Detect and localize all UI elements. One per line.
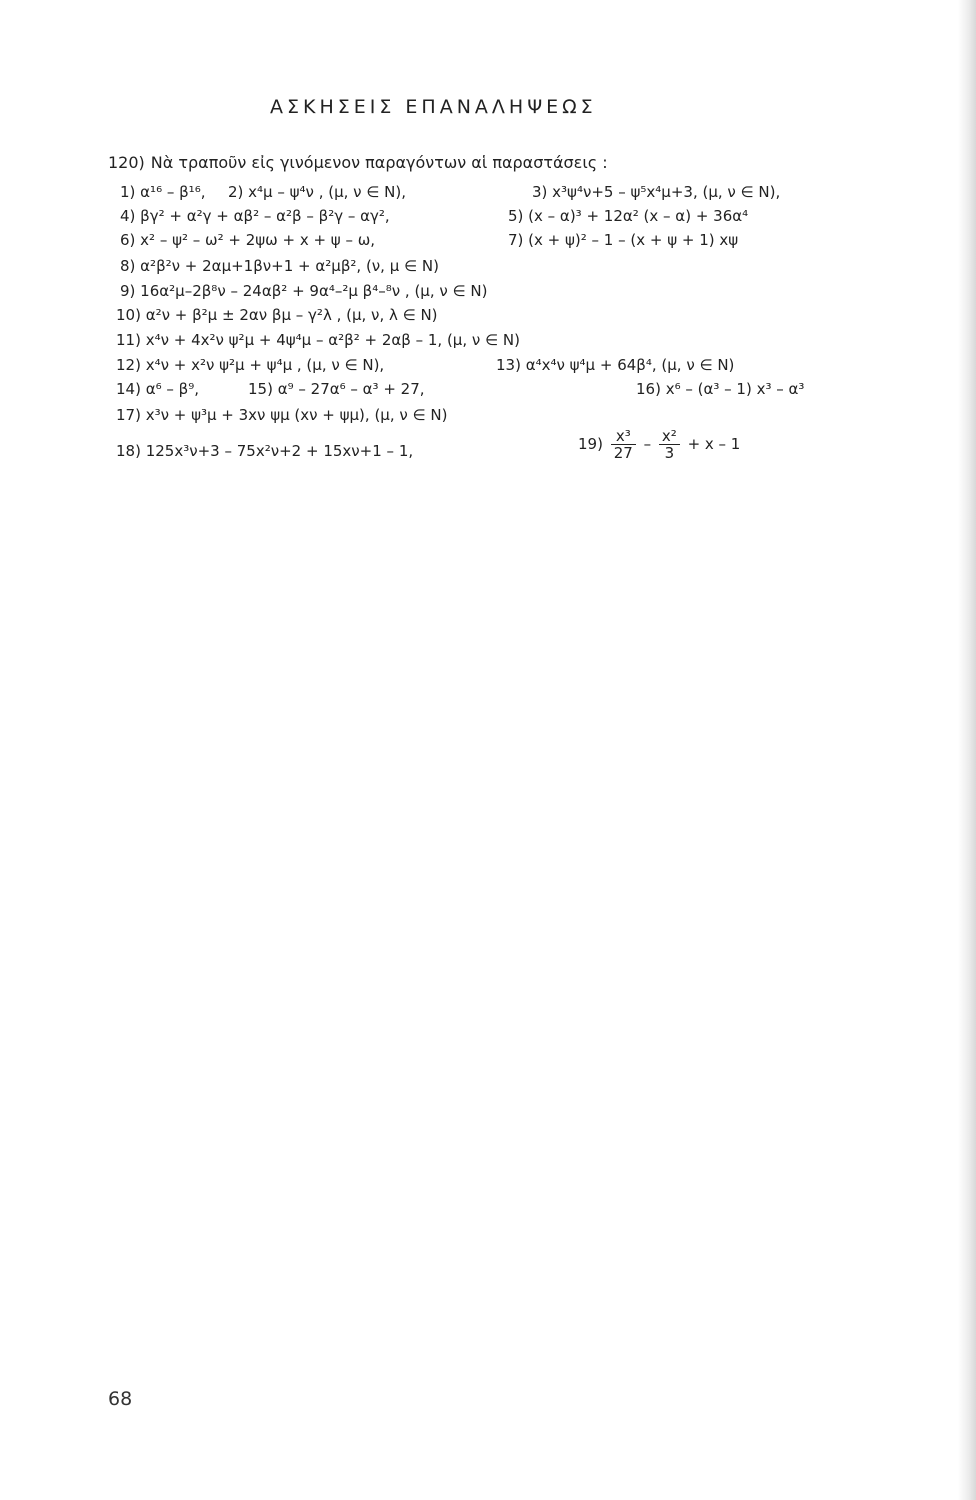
exercise-2: 2) x⁴μ – ψ⁴ν , (μ, ν ∈ N), [228,183,406,201]
exercise-15: 15) α⁹ – 27α⁶ – α³ + 27, [248,380,425,398]
exercise-3: 3) x³ψ⁴ν+5 – ψ⁵x⁴μ+3, (μ, ν ∈ N), [532,183,781,201]
fraction-1 [611,428,636,461]
exercise-5: 5) (x – α)³ + 12α² (x – α) + 36α⁴ [508,207,749,225]
exercise-6: 6) x² – ψ² – ω² + 2ψω + x + ψ – ω, [120,231,376,249]
exercise-intro [108,153,608,172]
exercise-4: 4) βγ² + α²γ + αβ² – α²β – β²γ – αγ², [120,207,390,225]
exercise-8: 8) α²β²ν + 2αμ+1βν+1 + α²μβ², (ν, μ ∈ N) [120,257,439,275]
exercise-1: 1) α¹⁶ – β¹⁶, [120,183,206,201]
exercise-7: 7) (x + ψ)² – 1 – (x + ψ + 1) xψ [508,231,739,249]
exercise-10: 10) α²ν + β²μ ± 2αν βμ – γ²λ , (μ, ν, λ ∈ N) [116,306,438,324]
page-number: 68 [108,1388,133,1410]
exercise-19-tail: + x – 1 [687,435,741,453]
page-edge [958,0,976,1500]
fraction-2-denominator: 3 [664,444,675,462]
exercise-13: 13) α⁴x⁴ν ψ⁴μ + 64β⁴, (μ, ν ∈ N) [496,356,735,374]
operator-minus: – [643,435,652,453]
exercise-number: 120) [108,153,145,172]
exercise-12: 12) x⁴ν + x²ν ψ²μ + ψ⁴μ , (μ, ν ∈ N), [116,356,385,374]
exercise-19 [578,428,740,461]
section-heading: ΑΣΚΗΣΕΙΣ ΕΠΑΝΑΛΗΨΕΩΣ [270,96,597,118]
fraction-2 [659,428,680,461]
exercise-18: 18) 125x³ν+3 – 75x²ν+2 + 15xν+1 – 1, [116,442,414,460]
fraction-1-denominator: 27 [613,444,633,462]
fraction-1-numerator: x³ [611,428,636,445]
fraction-2-numerator: x² [659,428,680,445]
exercise-17: 17) x³ν + ψ³μ + 3xν ψμ (xν + ψμ), (μ, ν ∈ N) [116,406,448,424]
exercise-9: 9) 16α²μ–2β⁸ν – 24αβ² + 9α⁴–²μ β⁴–⁸ν , (μ, ν ∈ N) [120,282,488,300]
exercise-16: 16) x⁶ – (α³ – 1) x³ – α³ [636,380,805,398]
exercise-11: 11) x⁴ν + 4x²ν ψ²μ + 4ψ⁴μ – α²β² + 2αβ – 1, (μ, ν ∈ N) [116,331,520,349]
exercise-instruction: Νὰ τραποῦν εἰς γινόμενον παραγόντων αἱ παραστάσεις : [150,153,608,172]
exercise-14: 14) α⁶ – β⁹, [116,380,199,398]
exercise-19-label: 19) [578,435,603,453]
